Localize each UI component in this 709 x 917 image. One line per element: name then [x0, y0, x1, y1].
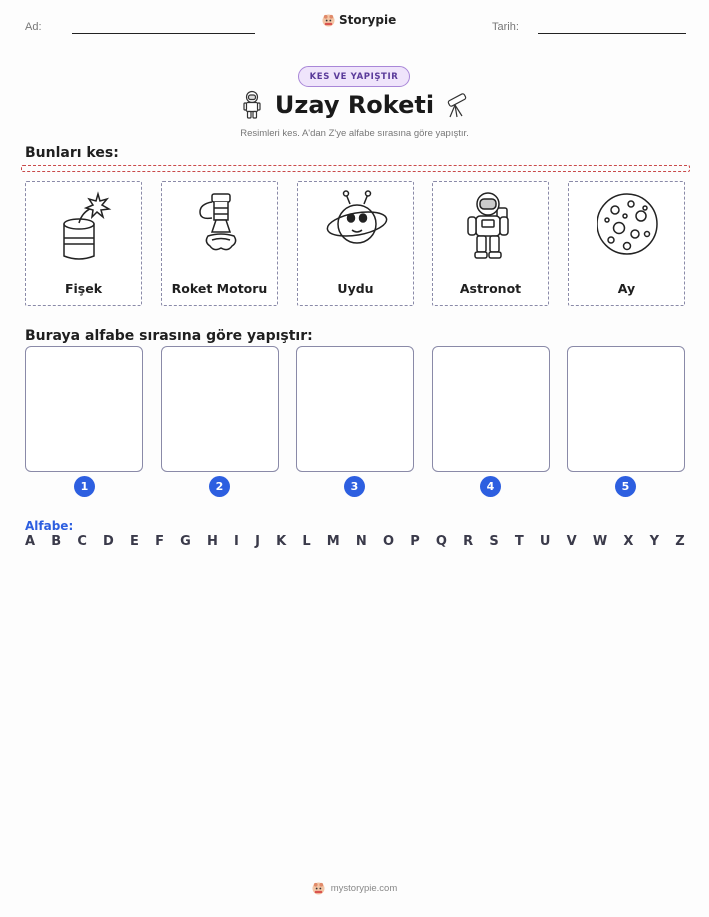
firecracker-icon [54, 190, 114, 260]
alphabet-letter: M [326, 534, 340, 549]
slot-number-5: 5 [615, 476, 636, 497]
brand [322, 13, 396, 27]
slot-number-3: 3 [344, 476, 365, 497]
slot-number-4: 4 [480, 476, 501, 497]
date-label: Tarih: [492, 21, 519, 33]
astronaut-icon [461, 190, 521, 262]
storypie-logo-icon [312, 882, 325, 895]
alphabet-letter: S [489, 534, 499, 549]
alphabet-letter: Z [675, 534, 685, 549]
cut-card-uydu[interactable] [297, 181, 414, 306]
cut-section-label: Bunları kes: [25, 145, 119, 161]
alphabet-row [25, 534, 685, 549]
alphabet-letter: E [130, 534, 139, 549]
footer [0, 882, 709, 895]
alphabet-letter: A [25, 534, 36, 549]
cut-card-fisek[interactable] [25, 181, 142, 306]
footer-site[interactable]: mystorypie.com [330, 883, 398, 894]
paste-section-label: Buraya alfabe sırasına göre yapıştır: [25, 328, 313, 344]
paste-slot-3[interactable] [296, 346, 414, 472]
alphabet-letter: F [155, 534, 164, 549]
alphabet-letter: K [276, 534, 287, 549]
cut-card-roket-motoru[interactable] [161, 181, 278, 306]
alphabet-letter: U [539, 534, 551, 549]
moon-icon [597, 190, 661, 260]
slot-number-2: 2 [209, 476, 230, 497]
alphabet-letter: V [566, 534, 577, 549]
alphabet-letter: N [355, 534, 367, 549]
telescope-icon [441, 90, 471, 120]
alphabet-letter: Q [435, 534, 447, 549]
name-label: Ad: [25, 21, 42, 33]
alphabet-letter: W [592, 534, 608, 549]
card-label: Roket Motoru [171, 281, 268, 296]
alphabet-letter: H [206, 534, 218, 549]
card-label: Astronot [459, 281, 522, 296]
alphabet-letter: P [410, 534, 420, 549]
cut-line [21, 165, 690, 172]
page-title: Uzay Roketi [274, 91, 435, 119]
date-line[interactable] [538, 33, 686, 34]
name-line[interactable] [72, 33, 255, 34]
alphabet-letter: Y [649, 534, 660, 549]
activity-badge: KES VE YAPIŞTIR [298, 66, 410, 87]
storypie-logo-icon [322, 14, 335, 27]
alphabet-letter: L [302, 534, 311, 549]
card-label: Ay [617, 281, 636, 296]
card-label: Fişek [64, 281, 103, 296]
card-label: Uydu [337, 281, 374, 296]
paste-slot-1[interactable] [25, 346, 143, 472]
alphabet-letter: T [514, 534, 524, 549]
satellite-planet-icon [326, 190, 388, 260]
paste-slot-4[interactable] [432, 346, 550, 472]
brand-name: Storypie [339, 13, 397, 27]
cut-card-ay[interactable] [568, 181, 685, 306]
slot-number-1: 1 [74, 476, 95, 497]
alphabet-letter: O [382, 534, 395, 549]
alphabet-letter: D [103, 534, 114, 549]
cut-card-astronot[interactable] [432, 181, 549, 306]
alphabet-letter: B [51, 534, 62, 549]
paste-slot-2[interactable] [161, 346, 279, 472]
alphabet-letter: C [77, 534, 87, 549]
alphabet-letter: X [623, 534, 634, 549]
rocket-engine-icon [190, 190, 250, 260]
alphabet-letter: J [255, 534, 260, 549]
alphabet-letter: G [180, 534, 191, 549]
alphabet-letter: I [234, 534, 239, 549]
alphabet-label: Alfabe: [25, 519, 74, 533]
paste-slot-5[interactable] [567, 346, 685, 472]
alphabet-letter: R [463, 534, 474, 549]
instructions: Resimleri kes. A'dan Z'ye alfabe sırasına göre yapıştır. [240, 128, 469, 139]
